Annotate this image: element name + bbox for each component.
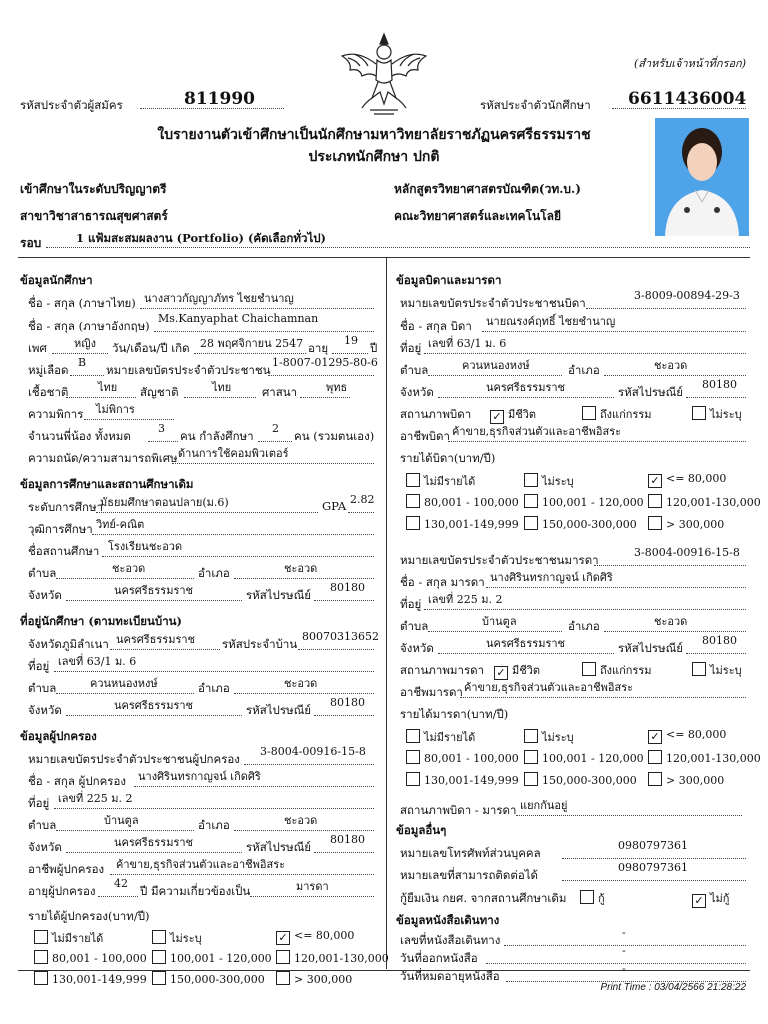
education-heading: ข้อมูลการศึกษาและสถานศึกษาเดิม (20, 477, 194, 491)
mother-subdistrict-label: ตำบล (400, 619, 429, 633)
option-label: ไม่ระบุ (542, 731, 574, 744)
guardian-district: ชะอวด (284, 814, 318, 827)
passport-expire: - (622, 962, 626, 975)
checkbox-icon (524, 494, 538, 508)
option-label: 80,001 - 100,000 (424, 496, 519, 509)
option-label: กู้ (598, 892, 605, 905)
f-income-80-100k[interactable] (406, 494, 519, 509)
guardian-name: นางศิรินทรกาญจน์ เกิดศิริ (138, 770, 261, 783)
skill: ด้านการใช้คอมพิวเตอร์ (178, 447, 289, 460)
option-label: มีชีวิต (508, 408, 537, 421)
addr-subdistrict-label: ตำบล (28, 681, 57, 695)
g-income-130-150k[interactable] (34, 971, 147, 986)
option-label: 80,001 - 100,000 (52, 952, 147, 965)
option-label: <= 80,000 (666, 472, 727, 485)
guardian-relation: มารดา (296, 880, 329, 893)
phone: 0980797361 (618, 839, 688, 852)
father-subdistrict: ควนหนองหงษ์ (462, 359, 530, 372)
guardian-income-heading: รายได้ผู้ปกครอง(บาท/ปี) (28, 909, 150, 923)
addr-province: นครศรีธรรมราช (114, 699, 194, 712)
guardian-id: 3-8004-00916-15-8 (260, 745, 366, 758)
gpa: 2.82 (350, 493, 375, 506)
father-income-label: รายได้บิดา(บาท/ปี) (400, 451, 496, 465)
qualification: วิทย์-คณิต (96, 518, 145, 531)
checkbox-icon (152, 930, 166, 944)
g-income-gt300k[interactable] (276, 971, 352, 986)
mother-province-label: จังหวัด (400, 641, 434, 655)
option-label: 100,001 - 120,000 (170, 952, 272, 965)
edu-postal: 80180 (330, 581, 365, 594)
column-divider (386, 257, 387, 969)
mother-job-label: อาชีพมารดา (400, 685, 463, 699)
guardian-district-label: อำเภอ (198, 818, 230, 832)
faculty: คณะวิทยาศาสตร์และเทคโนโลยี (394, 209, 561, 223)
mother-status-unknown[interactable] (692, 661, 742, 679)
mother-postal-label: รหัสไปรษณีย์ (618, 641, 684, 655)
option-label: 130,001-149,999 (424, 518, 519, 531)
guardian-relation-label: ปี มีความเกี่ยวข้องเป็น (140, 884, 251, 898)
checkmark-icon: ✓ (648, 474, 662, 488)
siblings: 3 (158, 422, 165, 435)
sex: หญิง (74, 337, 96, 350)
office-note: (สำหรับเจ้าหน้าที่กรอก) (633, 57, 746, 70)
form-subtitle: ประเภทนักศึกษา ปกติ (308, 149, 440, 165)
mother-job: ค้าขาย,ธุรกิจส่วนตัวและอาชีพอิสระ (464, 681, 634, 694)
father-addr: เลขที่ 63/1 ม. 6 (428, 337, 507, 350)
home-province-label: จังหวัดภูมิลำเนา (28, 637, 109, 651)
nationality: ไทย (212, 381, 232, 394)
addr-district-label: อำเภอ (198, 681, 230, 695)
guardian-addr-label: ที่อยู่ (28, 796, 50, 810)
passport-issue: - (622, 944, 626, 957)
siblings-suffix: คน (รวมตนเอง) (294, 429, 375, 443)
father-status-label: สถานภาพบิดา (400, 407, 472, 421)
addr-province-label: จังหวัด (28, 703, 62, 717)
option-label: ไม่ระบุ (542, 475, 574, 488)
edu-subdistrict-label: ตำบล (28, 566, 57, 580)
checkbox-icon (34, 950, 48, 964)
m-income-120-130k[interactable] (648, 750, 761, 765)
father-id: 3-8009-00894-29-3 (634, 289, 740, 302)
option-label: 130,001-149,999 (424, 774, 519, 787)
marital-status: แยกกันอยู่ (520, 799, 568, 812)
student-heading: ข้อมูลนักศึกษา (20, 273, 93, 287)
father-name-label: ชื่อ - สกุล บิดา (400, 319, 472, 333)
other-heading: ข้อมูลอื่นๆ (396, 823, 447, 837)
addr-subdistrict: ควนหนองหงษ์ (90, 677, 158, 690)
guardian-province: นครศรีธรรมราช (114, 836, 194, 849)
edu-level-label: ระดับการศึกษา (28, 500, 104, 514)
id-number: 1-8007-01295-80-6 (272, 356, 378, 369)
school-name: โรงเรียนชะอวด (108, 540, 183, 553)
loan-label: กู้ยืมเงิน กยศ. จากสถานศึกษาเดิม (400, 891, 567, 905)
contact-label: หมายเลขที่สามารถติดต่อได้ (400, 868, 538, 882)
m-income-unspecified[interactable] (524, 728, 574, 746)
addr-postal-label: รหัสไปรษณีย์ (246, 703, 312, 717)
checkmark-icon: ✓ (494, 666, 508, 680)
addr-postal: 80180 (330, 696, 365, 709)
option-label: 120,001-130,000 (666, 496, 761, 509)
phone-label: หมายเลขโทรศัพท์ส่วนบุคคล (400, 846, 541, 860)
f-income-150-300k[interactable] (524, 516, 637, 531)
addr-district: ชะอวด (284, 677, 318, 690)
father-district-label: อำเภอ (568, 363, 600, 377)
option-label: > 300,000 (294, 973, 353, 986)
checkbox-icon (276, 971, 290, 985)
mother-income-label: รายได้มารดา(บาท/ปี) (400, 707, 509, 721)
blood-label: หมู่เลือด (28, 363, 69, 377)
mother-postal: 80180 (702, 634, 737, 647)
guardian-province-label: จังหวัด (28, 840, 62, 854)
siblings-label: จำนวนพี่น้อง ทั้งหมด (28, 429, 131, 443)
edu-postal-label: รหัสไปรษณีย์ (246, 588, 312, 602)
addr: เลขที่ 63/1 ม. 6 (58, 655, 137, 668)
contact-phone: 0980797361 (618, 861, 688, 874)
m-income-80-100k[interactable] (406, 750, 519, 765)
house-code: 80070313652 (302, 630, 379, 643)
program: หลักสูตรวิทยาศาสตรบัณฑิต(วท.บ.) (394, 182, 581, 196)
g-income-100-120k[interactable] (152, 950, 272, 965)
option-label: ไม่มีรายได้ (424, 731, 476, 744)
f-income-100-120k[interactable] (524, 494, 644, 509)
dob: 28 พฤศจิกายน 2547 (200, 337, 304, 350)
f-income-unspecified[interactable] (524, 472, 574, 490)
option-label: <= 80,000 (666, 728, 727, 741)
loan-yes[interactable] (580, 889, 605, 907)
home-province: นครศรีธรรมราช (116, 633, 196, 646)
checkbox-icon (406, 494, 420, 508)
edu-subdistrict: ชะอวด (112, 562, 146, 575)
checkbox-icon (34, 930, 48, 944)
checkbox-icon (648, 516, 662, 530)
father-status-unknown[interactable] (692, 405, 742, 423)
guardian-job-label: อาชีพผู้ปกครอง (28, 862, 105, 876)
father-subdistrict-label: ตำบล (400, 363, 429, 377)
f-income-gt300k[interactable] (648, 516, 724, 531)
mother-subdistrict: บ้านตูล (482, 615, 517, 628)
major: สาขาวิชาสาธารณสุขศาสตร์ (20, 209, 168, 223)
guardian-postal-label: รหัสไปรษณีย์ (246, 840, 312, 854)
g-income-120-130k[interactable] (276, 950, 389, 965)
checkbox-icon (648, 772, 662, 786)
blood: B (78, 356, 87, 369)
gpa-label: GPA (322, 499, 347, 513)
checkbox-icon (692, 662, 706, 676)
guardian-subdistrict: บ้านตูล (104, 814, 139, 827)
option-label: ไม่ระบุ (710, 664, 742, 677)
m-income-le80k[interactable] (648, 728, 726, 744)
checkbox-icon (648, 750, 662, 764)
edu-province-label: จังหวัด (28, 588, 62, 602)
m-income-150-300k[interactable] (524, 772, 637, 787)
option-label: ไม่ระบุ (170, 932, 202, 945)
parents-heading: ข้อมูลบิดาและมารดา (396, 273, 502, 287)
edu-level: มัธยมศึกษาตอนปลาย(ม.6) (100, 496, 229, 509)
guardian-heading: ข้อมูลผู้ปกครอง (20, 729, 97, 743)
f-income-le80k[interactable] (648, 472, 726, 488)
passport-expire-label: วันที่หมดอายุหนังสือ (400, 969, 500, 983)
checkbox-icon (406, 772, 420, 786)
skill-label: ความถนัด/ความสามารถพิเศษ (28, 451, 178, 465)
checkmark-icon: ✓ (648, 730, 662, 744)
option-label: 120,001-130,000 (294, 952, 389, 965)
form-title: ใบรายงานตัวเข้าศึกษาเป็นนักศึกษามหาวิทยาลัยราชภัฏนครศรีธรรมราช (157, 127, 591, 143)
studying: 2 (272, 422, 279, 435)
f-income-none[interactable] (406, 472, 475, 490)
age-unit: ปี (370, 341, 378, 355)
guardian-addr: เลขที่ 225 ม. 2 (58, 792, 133, 805)
qual-label: วุฒิการศึกษา (28, 522, 93, 536)
garuda-emblem (336, 30, 432, 118)
race-label: เชื้อชาติ (28, 385, 69, 399)
mother-id: 3-8004-00916-15-8 (634, 546, 740, 559)
checkbox-icon (524, 750, 538, 764)
passport-no: - (622, 926, 626, 939)
dob-label: วัน/เดือน/ปี เกิด (112, 341, 190, 355)
option-label: ไม่มีรายได้ (424, 475, 476, 488)
edu-province: นครศรีธรรมราช (114, 584, 194, 597)
school-label: ชื่อสถานศึกษา (28, 544, 100, 558)
mother-addr: เลขที่ 225 ม. 2 (428, 593, 503, 606)
guardian-name-label: ชื่อ - สกุล ผู้ปกครอง (28, 774, 126, 788)
guardian-postal: 80180 (330, 833, 365, 846)
checkbox-icon (406, 750, 420, 764)
guardian-age: 42 (114, 877, 128, 890)
religion-label: ศาสนา (262, 385, 298, 399)
guardian-subdistrict-label: ตำบล (28, 818, 57, 832)
checkbox-icon (524, 516, 538, 530)
father-id-label: หมายเลขบัตรประจำตัวประชาชนบิดา (400, 296, 586, 310)
race: ไทย (98, 381, 118, 394)
checkbox-icon (582, 662, 596, 676)
name-th: นางสาวกัญญาภัทร ไชยชำนาญ (144, 292, 294, 305)
option-label: 100,001 - 120,000 (542, 496, 644, 509)
checkbox-icon (152, 971, 166, 985)
age-label: อายุ (308, 341, 329, 355)
father-job-label: อาชีพบิดา (400, 429, 450, 443)
checkbox-icon (406, 729, 420, 743)
name-en: Ms.Kanyaphat Chaichamnan (158, 312, 319, 325)
guardian-id-label: หมายเลขบัตรประจำตัวประชาชนผู้ปกครอง (28, 752, 240, 766)
f-income-130-150k[interactable] (406, 516, 519, 531)
checkbox-icon (34, 971, 48, 985)
m-income-gt300k[interactable] (648, 772, 724, 787)
checkmark-icon: ✓ (276, 931, 290, 945)
address-heading: ที่อยู่นักศึกษา (ตามทะเบียนบ้าน) (20, 614, 182, 628)
round-label: รอบ (20, 236, 42, 250)
mother-addr-label: ที่อยู่ (400, 597, 422, 611)
checkbox-icon (582, 406, 596, 420)
print-time: Print Time : 03/04/2566 21:28:22 (600, 982, 746, 993)
option-label: > 300,000 (666, 518, 725, 531)
house-code-label: รหัสประจำบ้าน (222, 637, 298, 651)
option-label: มีชีวิต (512, 664, 541, 677)
option-label: > 300,000 (666, 774, 725, 787)
option-label: 150,000-300,000 (542, 518, 637, 531)
checkmark-icon: ✓ (490, 410, 504, 424)
studying-label: คน กำลังศึกษา (180, 429, 254, 443)
checkbox-icon (524, 473, 538, 487)
option-label: <= 80,000 (294, 929, 355, 942)
nationality-label: สัญชาติ (140, 385, 179, 399)
checkbox-icon (276, 950, 290, 964)
father-status-dead[interactable] (582, 405, 652, 423)
applicant-id: 811990 (184, 89, 255, 109)
option-label: ถึงแก่กรรม (600, 664, 652, 677)
addr-label: ที่อยู่ (28, 659, 50, 673)
checkbox-icon (406, 473, 420, 487)
applicant-id-label: รหัสประจำตัวผู้สมัคร (20, 98, 123, 112)
mother-district-label: อำเภอ (568, 619, 600, 633)
mother-province: นครศรีธรรมราช (486, 637, 566, 650)
m-income-130-150k[interactable] (406, 772, 519, 787)
disability-label: ความพิการ (28, 407, 84, 421)
father-name: นายณรงค์ฤทธิ์ ไชยชำนาญ (486, 315, 616, 328)
checkbox-icon (580, 890, 594, 904)
g-income-150-300k[interactable] (152, 971, 265, 986)
student-id-label: รหัสประจำตัวนักศึกษา (480, 98, 591, 112)
option-label: ไม่ระบุ (710, 408, 742, 421)
checkbox-icon (524, 729, 538, 743)
m-income-100-120k[interactable] (524, 750, 644, 765)
mother-name-label: ชื่อ - สกุล มารดา (400, 575, 485, 589)
option-label: ไม่มีรายได้ (52, 932, 104, 945)
option-label: ไม่กู้ (710, 892, 730, 905)
f-income-120-130k[interactable] (648, 494, 761, 509)
father-province: นครศรีธรรมราช (486, 381, 566, 394)
name-en-label: ชื่อ - สกุล (ภาษาอังกฤษ) (28, 319, 150, 333)
mother-name: นางศิรินทรกาญจน์ เกิดศิริ (490, 571, 613, 584)
guardian-age-label: อายุผู้ปกครอง (28, 884, 96, 898)
option-label: ถึงแก่กรรม (600, 408, 652, 421)
father-postal-label: รหัสไปรษณีย์ (618, 385, 684, 399)
father-job: ค้าขาย,ธุรกิจส่วนตัวและอาชีพอิสระ (452, 425, 622, 438)
religion: พุทธ (326, 381, 348, 394)
study-level: เข้าศึกษาในระดับปริญญาตรี (20, 182, 167, 196)
option-label: 150,000-300,000 (170, 973, 265, 986)
edu-district-label: อำเภอ (198, 566, 230, 580)
passport-heading: ข้อมูลหนังสือเดินทาง (396, 913, 500, 927)
father-addr-label: ที่อยู่ (400, 341, 422, 355)
disability: ไม่พิการ (96, 403, 135, 416)
checkbox-icon (406, 516, 420, 530)
round-value: 1 แฟ้มสะสมผลงาน (Portfolio) (คัดเลือกทั่วไป) (76, 231, 326, 245)
mother-district: ชะอวด (654, 615, 688, 628)
option-label: 80,001 - 100,000 (424, 752, 519, 765)
checkbox-icon (152, 950, 166, 964)
option-label: 150,000-300,000 (542, 774, 637, 787)
checkbox-icon (648, 494, 662, 508)
g-income-none[interactable] (34, 929, 103, 947)
passport-no-label: เลขที่หนังสือเดินทาง (400, 933, 501, 947)
checkbox-icon (524, 772, 538, 786)
student-id: 6611436004 (628, 89, 747, 109)
father-province-label: จังหวัด (400, 385, 434, 399)
mother-status-label: สถานภาพมารดา (400, 663, 485, 677)
name-th-label: ชื่อ - สกุล (ภาษาไทย) (28, 296, 136, 310)
checkmark-icon: ✓ (692, 894, 706, 908)
option-label: 130,001-149,999 (52, 973, 147, 986)
loan-no[interactable] (692, 889, 729, 908)
option-label: 120,001-130,000 (666, 752, 761, 765)
sex-label: เพศ (28, 341, 47, 355)
edu-district: ชะอวด (284, 562, 318, 575)
m-income-none[interactable] (406, 728, 475, 746)
g-income-unspecified[interactable] (152, 929, 202, 947)
marital-label: สถานภาพบิดา - มารดา (400, 803, 517, 817)
father-postal: 80180 (702, 378, 737, 391)
option-label: 100,001 - 120,000 (542, 752, 644, 765)
father-district: ชะอวด (654, 359, 688, 372)
mother-status-dead[interactable] (582, 661, 652, 679)
passport-issue-label: วันที่ออกหนังสือ (400, 951, 478, 965)
g-income-le80k[interactable] (276, 929, 354, 945)
guardian-job: ค้าขาย,ธุรกิจส่วนตัวและอาชีพอิสระ (116, 858, 286, 871)
checkbox-icon (692, 406, 706, 420)
age: 19 (344, 334, 358, 347)
id-label: หมายเลขบัตรประจำตัวประชาชน (106, 363, 271, 377)
g-income-80-100k[interactable] (34, 950, 147, 965)
mother-id-label: หมายเลขบัตรประจำตัวประชาชนมารดา (400, 553, 599, 567)
student-photo (655, 118, 749, 236)
